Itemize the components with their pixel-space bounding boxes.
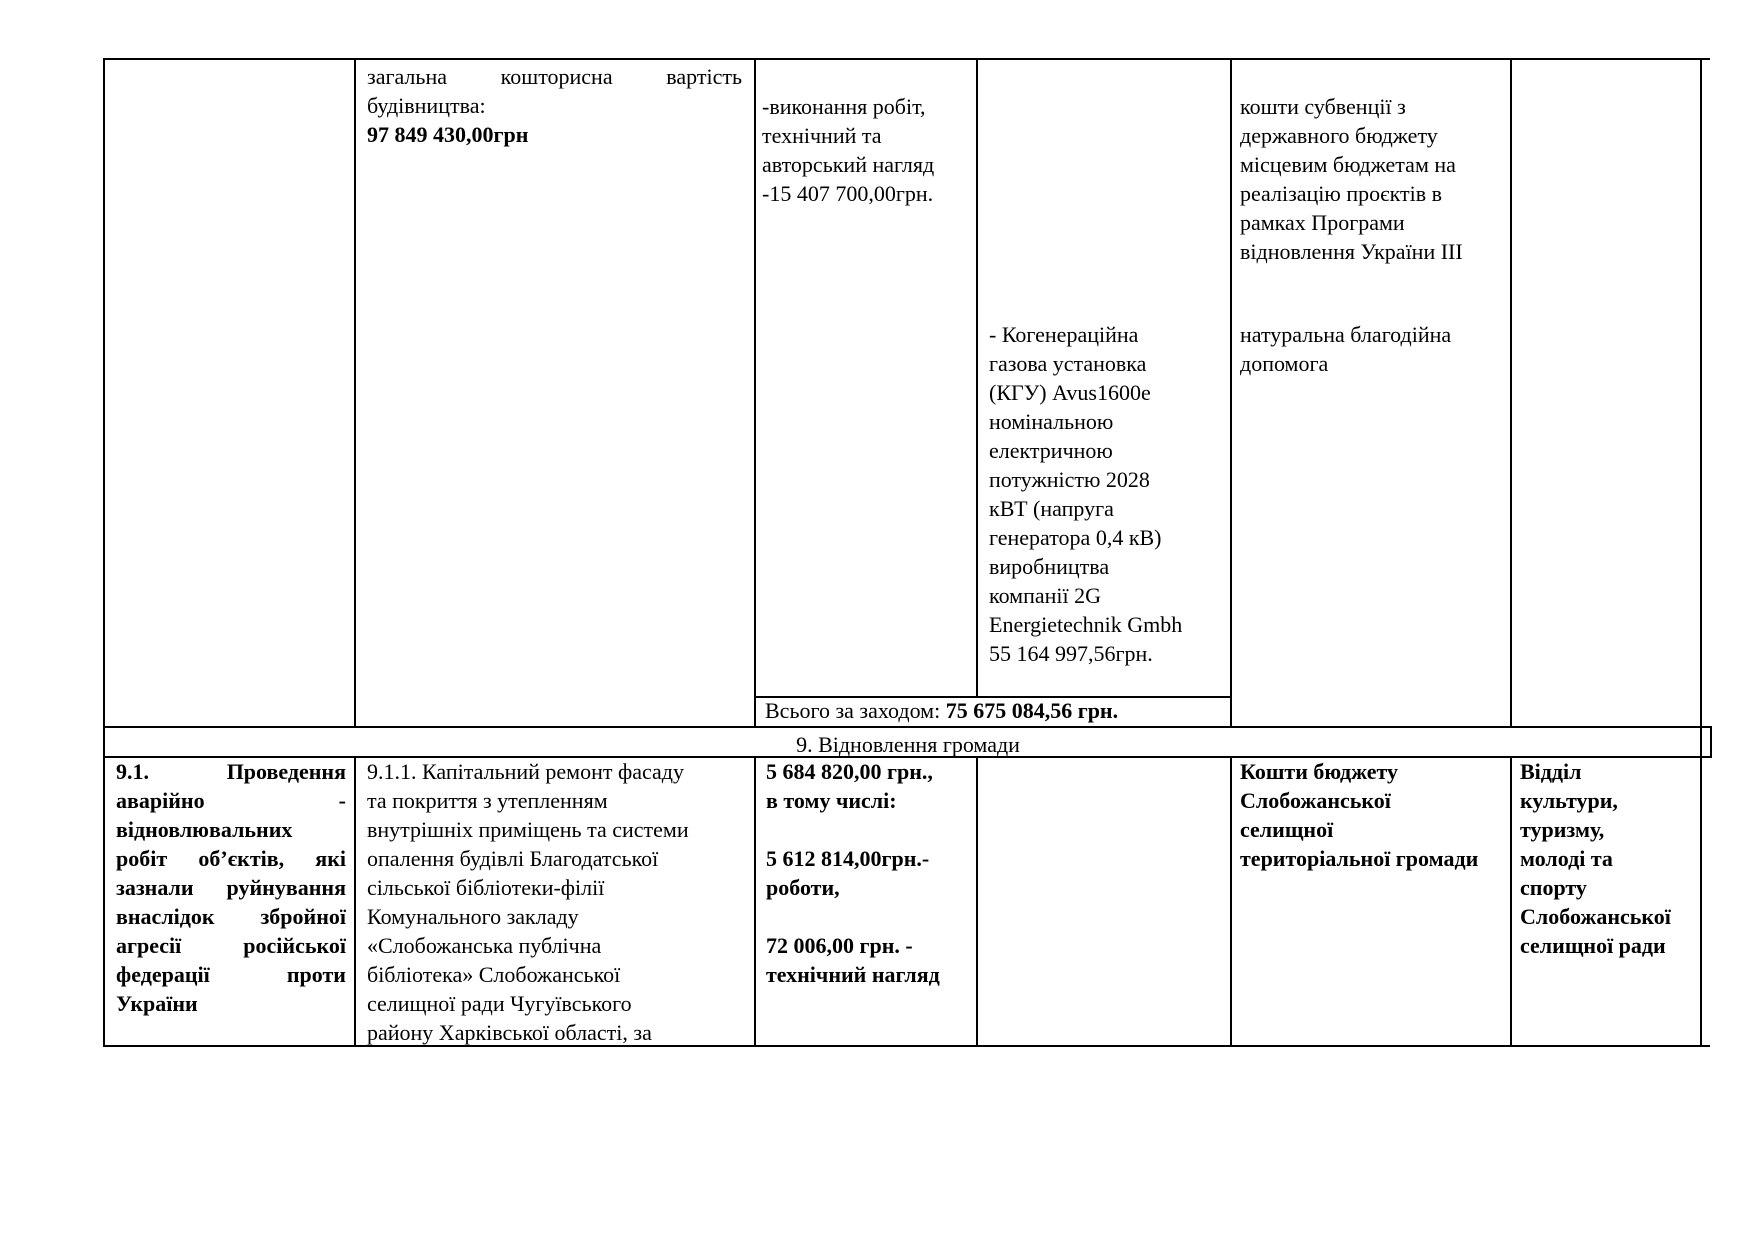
text-line: - Когенераційна — [989, 322, 1139, 347]
text-line: культури, — [1520, 788, 1618, 813]
text-line: туризму, — [1520, 817, 1605, 842]
text-line: Комунального закладу — [367, 904, 579, 929]
text-line: роботи, — [766, 875, 840, 900]
text-line: селищної — [1240, 817, 1334, 842]
text-line: будівництва: — [367, 93, 486, 118]
text-line: газова установка — [989, 351, 1147, 376]
text-line: внутрішніх приміщень та системи — [367, 817, 689, 842]
text-line: 55 164 997,56грн. — [989, 641, 1153, 666]
text-line: рамках Програми — [1240, 210, 1405, 235]
text-line: технічний та — [762, 123, 882, 148]
col-divider-5-lower — [1510, 756, 1512, 1046]
text-line: Відділ — [1520, 759, 1582, 784]
col-divider-3-upper — [976, 58, 978, 698]
text-line: (КГУ) Avus1600e — [989, 380, 1151, 405]
text-line: Energietechnik Gmbh — [989, 612, 1183, 637]
measure-9-1-1-amount — [766, 757, 972, 815]
col-divider-2-lower — [754, 756, 756, 1046]
text-line: електричною — [989, 438, 1113, 463]
col-divider-4-upper — [1230, 58, 1232, 728]
section-row-top-border — [103, 726, 1712, 728]
col-divider-3-lower — [976, 756, 978, 1046]
text-line: кошти субвенції з — [1240, 94, 1406, 119]
text-line: -виконання робіт, — [762, 94, 926, 119]
funding-source-subvention — [1240, 92, 1508, 266]
text-line: допомога — [1240, 351, 1329, 376]
text-line: загальна кошторисна вартість — [367, 64, 742, 89]
text-line: відновлювальних — [116, 817, 293, 842]
text-line: зазнали руйнування — [116, 875, 346, 900]
table-right-border — [1700, 58, 1702, 1047]
text-line: натуральна благодійна — [1240, 322, 1452, 347]
text-line: територіальної громади — [1240, 846, 1479, 871]
measure-total — [765, 697, 1235, 725]
text-line: району Харківської області, за — [367, 1020, 652, 1045]
col-divider-4-lower — [1230, 756, 1232, 1046]
total-cost-amount: 97 849 430,00грн — [367, 122, 529, 147]
text-line: та покриття з утепленням — [367, 788, 608, 813]
text-line: молоді та — [1520, 846, 1613, 871]
works-and-supervision-text — [762, 92, 972, 208]
text-line: внаслідок збройної — [116, 904, 346, 929]
text-line: технічний нагляд — [766, 962, 940, 987]
text-line: спорту — [1520, 875, 1587, 900]
text-line: 9.1.1. Капітальний ремонт фасаду — [367, 759, 685, 784]
text-line: аварійно - — [116, 788, 346, 813]
measure-total-value: 75 675 084,56 грн. — [945, 698, 1119, 723]
task-9-1-text — [116, 757, 346, 1018]
col-divider-1-lower — [354, 756, 356, 1046]
text-line: опалення будівлі Благодатської — [367, 846, 659, 871]
text-line: селищної ради Чугуївського — [367, 991, 632, 1016]
text-line: місцевим бюджетам на — [1240, 152, 1456, 177]
cogeneration-unit-text — [989, 320, 1227, 668]
total-cost-text — [367, 62, 742, 149]
text-line: «Слобожанська публічна — [367, 933, 602, 958]
measure-9-1-1-works-amount — [766, 844, 972, 902]
text-line: Слобожанської — [1520, 904, 1671, 929]
text-line: відновлення України ІІІ — [1240, 239, 1463, 264]
table-bottom-border — [103, 1045, 1710, 1047]
text-line: 9.1. Проведення — [116, 759, 346, 784]
text-line: -15 407 700,00грн. — [762, 181, 934, 206]
text-line: авторський нагляд — [762, 152, 935, 177]
text-line: селищної ради — [1520, 933, 1666, 958]
text-line: реалізацію проєктів в — [1240, 181, 1442, 206]
text-line: потужністю 2028 — [989, 467, 1150, 492]
funding-source-charity — [1240, 320, 1508, 378]
text-line: Слобожанської — [1240, 788, 1391, 813]
text-line: 72 006,00 грн. - — [766, 933, 913, 958]
text-line: 5 612 814,00грн.- — [766, 846, 930, 871]
text-line: України — [116, 991, 198, 1016]
text-line: бібліотека» Слобожанської — [367, 962, 621, 987]
text-line: Кошти бюджету — [1240, 759, 1399, 784]
text-line: виробництва — [989, 554, 1110, 579]
text-line: 5 684 820,00 грн., — [766, 759, 933, 784]
text-line: генератора 0,4 кВ) — [989, 525, 1162, 550]
measure-9-1-1-responsible — [1520, 757, 1698, 960]
table-top-border — [103, 58, 1710, 60]
text-line: кВТ (напруга — [989, 496, 1114, 521]
text-line: в тому числі: — [766, 788, 897, 813]
col-divider-2-upper — [754, 58, 756, 728]
text-line: компанії 2G — [989, 583, 1101, 608]
col-divider-5-upper — [1510, 58, 1512, 728]
measure-total-label: Всього за заходом: — [765, 698, 946, 723]
table-left-border — [103, 58, 105, 1047]
text-line: сільської бібліотеки-філії — [367, 875, 605, 900]
measure-9-1-1-supervision-amount — [766, 931, 972, 989]
text-line: номінальною — [989, 409, 1114, 434]
section-title: 9. Відновлення громади — [796, 732, 1020, 757]
text-line: агресії російської — [116, 933, 346, 958]
text-line: федерації проти — [116, 962, 346, 987]
text-line: державного бюджету — [1240, 123, 1438, 148]
measure-9-1-1-text — [367, 757, 747, 1047]
measure-9-1-1-funding-source — [1240, 757, 1508, 873]
text-line: робіт об’єктів, які — [116, 846, 346, 871]
col-divider-1-upper — [354, 58, 356, 728]
